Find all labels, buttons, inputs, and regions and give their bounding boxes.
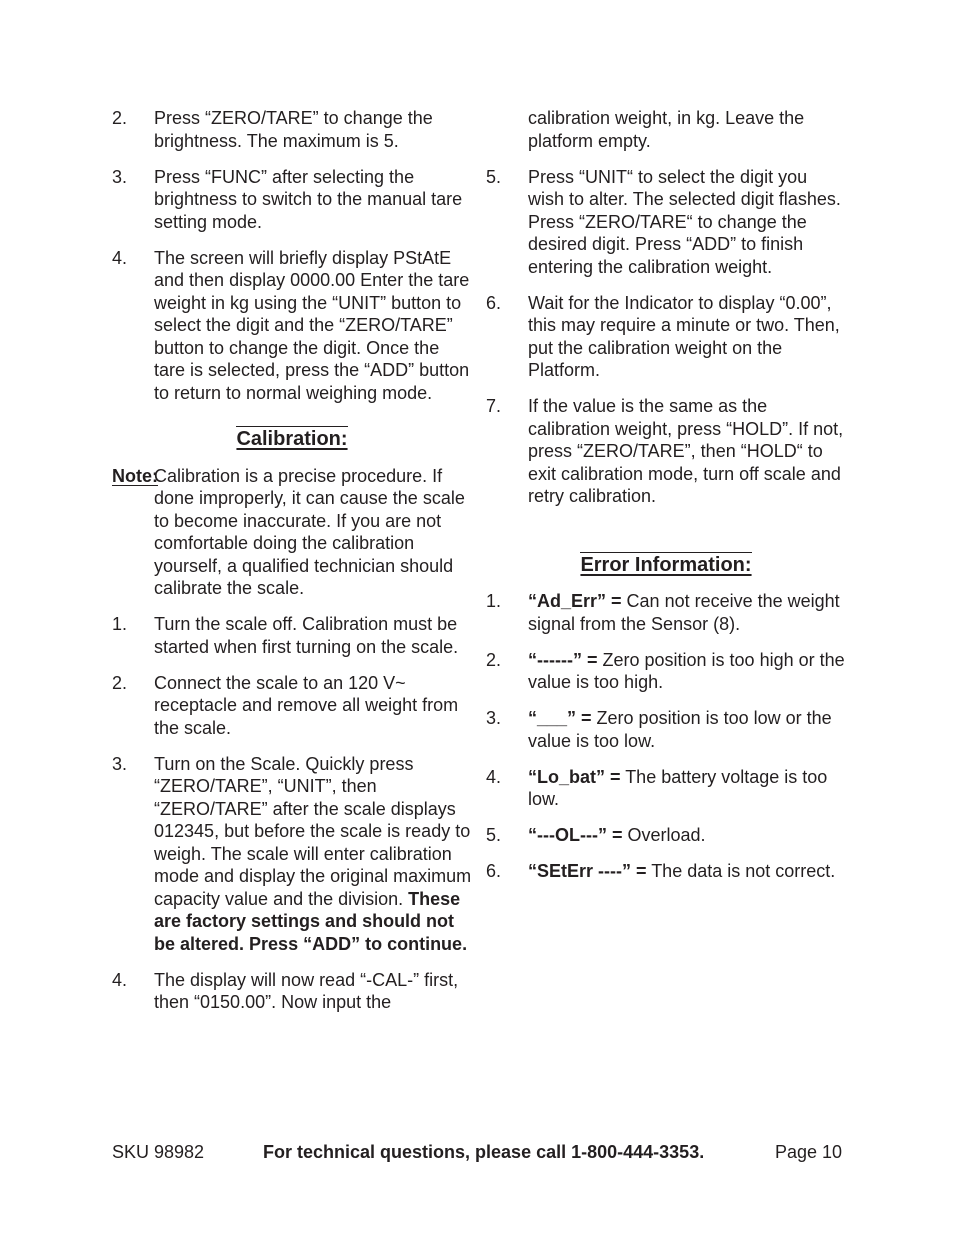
error-item	[486, 824, 846, 847]
error-item	[486, 590, 846, 635]
error-code: “------” =	[528, 649, 598, 670]
technical-support-line: For technical questions, please call 1-800-444-3353.	[263, 1142, 705, 1162]
error-code: “___” =	[528, 708, 592, 728]
item-number: 6.	[486, 861, 502, 881]
item-text	[154, 753, 472, 956]
item-number: 3.	[112, 166, 128, 187]
item-text: The screen will briefly display PStAtE and then display 0000.00 Enter the tare weight in kg using the “UNIT” button to select the digit and the “ZERO/TARE” button to change the digit. Once the tare is selected, press the “ADD” button to return to normal weighing mode.	[154, 247, 470, 403]
item-number: 3.	[486, 708, 502, 728]
item-text: Press “ZERO/TARE” to change the brightness. The maximum is 5.	[154, 108, 433, 151]
item-text	[528, 649, 846, 694]
item-text-bold-warning: These are factory settings and should not be altered. Press “ADD” to continue.	[154, 888, 468, 954]
error-description: The battery voltage is too low.	[528, 766, 828, 809]
item-number: 2.	[486, 649, 502, 670]
item-number: 4.	[486, 766, 502, 787]
item-number: 4.	[112, 247, 128, 268]
item-number: 4.	[112, 969, 128, 990]
item-text	[528, 766, 846, 811]
list-item	[112, 613, 472, 658]
sku-label: SKU 98982	[112, 1142, 205, 1162]
error-heading-wrap	[486, 552, 846, 577]
page-footer	[112, 1141, 842, 1165]
page-number: Page 10	[774, 1142, 842, 1162]
list-item	[112, 107, 472, 152]
item-number: 5.	[486, 166, 502, 187]
error-description: The data is not correct.	[646, 861, 836, 881]
error-item	[486, 707, 846, 752]
list-item	[112, 672, 472, 740]
list-item	[112, 969, 472, 1014]
calibration-note	[112, 465, 472, 600]
item-number: 2.	[112, 108, 128, 128]
error-code: “SEtErr ----” =	[528, 861, 647, 881]
right-column	[486, 107, 846, 896]
item-text: calibration weight, in kg. Leave the platform empty.	[528, 108, 805, 151]
item-number: 6.	[486, 292, 502, 313]
list-item	[486, 292, 846, 382]
error-code: “---OL---” =	[528, 825, 623, 845]
list-item	[112, 753, 472, 956]
item-text	[528, 590, 846, 635]
error-item	[486, 766, 846, 811]
error-description: Overload.	[622, 825, 706, 845]
list-item	[112, 247, 472, 405]
calibration-heading-wrap	[112, 426, 472, 451]
item-number: 5.	[486, 825, 502, 845]
item-number: 1.	[486, 591, 502, 611]
item-number: 2.	[112, 672, 128, 693]
list-item-continued	[486, 107, 846, 152]
item-text: If the value is the same as the calibration weight, press “HOLD”. If not, press “ZERO/TARE”, then “HOLD“ to exit calibration mode, turn off scale and retry calibration.	[528, 396, 844, 506]
list-item	[486, 395, 846, 508]
item-text	[528, 707, 846, 752]
item-text: Connect the scale to an 120 V~ receptacle and remove all weight from the scale.	[154, 672, 459, 738]
item-number: 3.	[112, 753, 128, 774]
error-item	[486, 649, 846, 694]
item-number: 7.	[486, 396, 502, 416]
error-information-heading: Error Information:	[580, 553, 752, 576]
list-item	[486, 166, 846, 279]
item-text: Wait for the Indicator to display “0.00”, this may require a minute or two. Then, put the calibration weight on the Platform.	[528, 292, 840, 380]
item-text	[528, 860, 846, 883]
list-item	[112, 166, 472, 234]
left-column	[112, 107, 472, 1027]
error-item	[486, 860, 846, 883]
error-description: Zero position is too high or the value is too high.	[528, 649, 845, 692]
item-text: Press “UNIT“ to select the digit you wish to alter. The selected digit flashes. Press “ZERO/TARE“ to change the desired digit. Press “ADD” to finish entering the calibration weight.	[528, 166, 841, 277]
item-text: Press “FUNC” after selecting the brightness to switch to the manual tare setting mode.	[154, 166, 463, 232]
calibration-heading: Calibration:	[236, 428, 348, 450]
error-description: Can not receive the weight signal from the Sensor (8).	[528, 591, 840, 634]
error-code: “Ad_Err” =	[528, 591, 622, 611]
note-text: Calibration is a precise procedure. If done improperly, it can cause the scale to become inaccurate. If you are not comfortable doing the calibration yourself, a qualified technician should calibrate the scale.	[154, 465, 465, 598]
error-code: “Lo_bat” =	[528, 766, 621, 787]
item-text	[528, 824, 846, 847]
note-label: Note:	[112, 465, 158, 486]
item-number: 1.	[112, 614, 128, 634]
error-description: Zero position is too low or the value is too low.	[528, 708, 832, 751]
item-text: Turn the scale off. Calibration must be started when first turning on the scale.	[154, 614, 459, 657]
item-text: The display will now read “-CAL-” first, then “0150.00”. Now input the	[154, 969, 459, 1012]
item-text-regular: Turn on the Scale. Quickly press “ZERO/TARE”, “UNIT”, then “ZERO/TARE” after the scale displays 012345, but before the scale is ready to weigh. The scale will enter calibration mode and display the original maximum capacity value and the division.	[154, 753, 472, 909]
